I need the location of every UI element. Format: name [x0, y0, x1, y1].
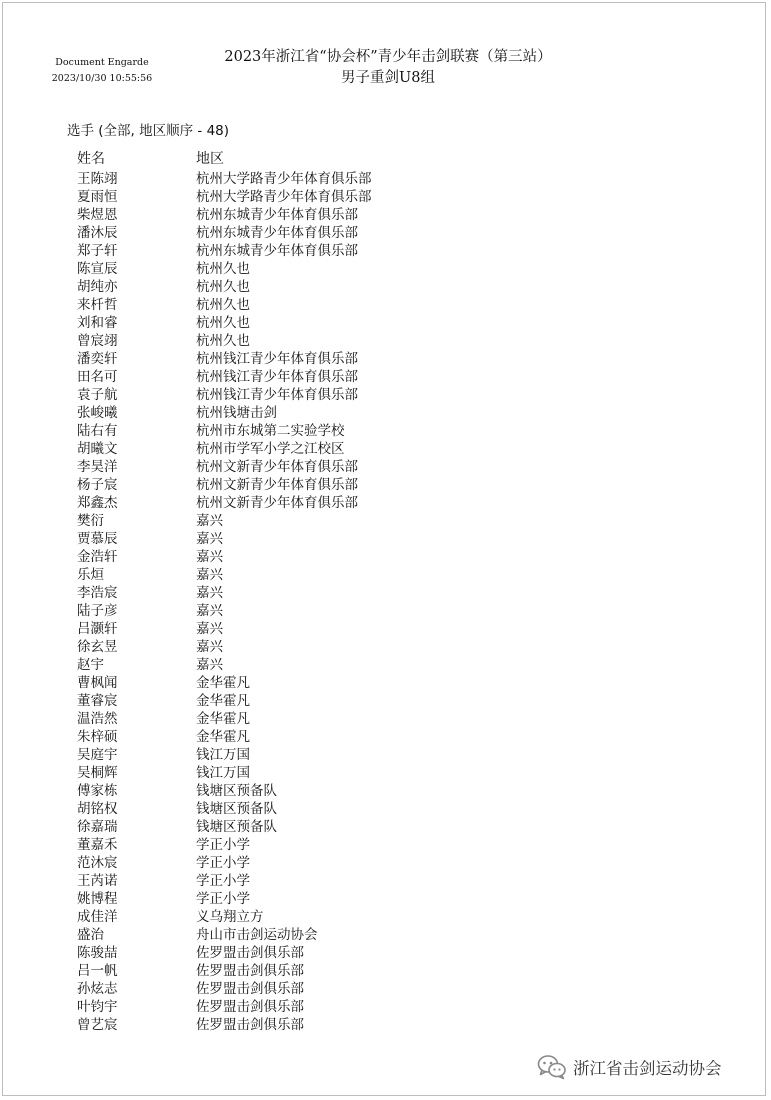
- list-item: [77, 206, 497, 224]
- fencer-name: 吕灏轩: [77, 621, 118, 637]
- fencer-region: 金华霍凡: [196, 711, 250, 727]
- fencer-name: 温浩然: [77, 711, 118, 727]
- fencer-name: 潘奕轩: [77, 351, 118, 367]
- fencer-region: 杭州大学路青少年体育俱乐部: [196, 189, 372, 205]
- fencer-name: 田名可: [77, 369, 118, 385]
- fencer-name: 来杄哲: [77, 297, 118, 313]
- list-item: [77, 260, 497, 278]
- fencer-name: 李昊洋: [77, 459, 118, 475]
- list-item: [77, 368, 497, 386]
- fencer-name: 成佳洋: [77, 909, 118, 925]
- fencer-region: 嘉兴: [196, 585, 223, 601]
- fencer-name: 吴桐辉: [77, 765, 118, 781]
- fencer-name: 董睿宸: [77, 693, 118, 709]
- list-item: [77, 818, 497, 836]
- list-item: [77, 530, 497, 548]
- fencer-name: 叶钧宇: [77, 999, 118, 1015]
- document-header: [173, 47, 603, 89]
- list-item: [77, 872, 497, 890]
- list-item: [77, 674, 497, 692]
- list-item: [77, 764, 497, 782]
- competition-title: 2023年浙江省“协会杯”青少年击剑联赛（第三站）: [224, 49, 552, 65]
- fencer-name: 张峻曦: [77, 405, 118, 421]
- fencer-region: 杭州钱江青少年体育俱乐部: [196, 369, 358, 385]
- fencer-name: 孙炫志: [77, 981, 118, 997]
- list-item: [77, 728, 497, 746]
- fencer-name: 胡纯亦: [77, 279, 118, 295]
- fencer-name: 董嘉禾: [77, 837, 118, 853]
- list-item: [77, 944, 497, 962]
- fencer-region: 嘉兴: [196, 567, 223, 583]
- fencer-region: 金华霍凡: [196, 693, 250, 709]
- list-item: [77, 890, 497, 908]
- fencer-name: 杨子宸: [77, 477, 118, 493]
- watermark-text: 浙江省击剑运动协会: [573, 1059, 722, 1078]
- fencer-name: 郑鑫杰: [77, 495, 118, 511]
- list-item: [77, 422, 497, 440]
- list-item: [77, 602, 497, 620]
- fencer-region: 学正小学: [196, 873, 250, 889]
- fencer-name: 陈宣辰: [77, 261, 118, 277]
- fencer-region: 学正小学: [196, 891, 250, 907]
- fencer-name: 王芮诺: [77, 873, 118, 889]
- fencer-name: 郑子轩: [77, 243, 118, 259]
- fencer-region: 钱江万国: [196, 765, 250, 781]
- fencer-name: 袁子航: [77, 387, 118, 403]
- list-item: [77, 296, 497, 314]
- column-header-name: 姓名: [77, 151, 105, 167]
- list-item: [77, 962, 497, 980]
- fencer-name: 徐嘉瑞: [77, 819, 118, 835]
- fencer-region: 杭州大学路青少年体育俱乐部: [196, 171, 372, 187]
- fencer-region: 佐罗盟击剑俱乐部: [196, 945, 304, 961]
- document-page: [2, 2, 766, 1096]
- fencer-name: 傅家栋: [77, 783, 118, 799]
- fencer-name: 李浩宸: [77, 585, 118, 601]
- fencer-name: 胡铭权: [77, 801, 118, 817]
- list-item: [77, 584, 497, 602]
- list-item: [77, 440, 497, 458]
- list-item: [77, 692, 497, 710]
- fencer-region: 杭州久也: [196, 297, 250, 313]
- fencer-name: 樊衍: [77, 513, 104, 529]
- software-name: Document Engarde: [55, 57, 149, 68]
- fencer-name: 柴煜恩: [77, 207, 118, 223]
- fencer-region: 学正小学: [196, 855, 250, 871]
- list-item: [77, 278, 497, 296]
- fencer-region: 嘉兴: [196, 513, 223, 529]
- list-item: [77, 638, 497, 656]
- list-item: [77, 350, 497, 368]
- list-item: [77, 224, 497, 242]
- list-item: [77, 242, 497, 260]
- fencer-region: 金华霍凡: [196, 729, 250, 745]
- list-item: [77, 386, 497, 404]
- fencer-name: 吴庭宇: [77, 747, 118, 763]
- list-item: [77, 656, 497, 674]
- list-item: [77, 494, 497, 512]
- fencer-region: 杭州久也: [196, 261, 250, 277]
- list-item: [77, 908, 497, 926]
- wechat-icon: [537, 1054, 567, 1080]
- list-item: [77, 170, 497, 188]
- fencer-region: 舟山市击剑运动协会: [196, 927, 318, 943]
- fencer-region: 佐罗盟击剑俱乐部: [196, 1017, 304, 1033]
- fencer-region: 杭州东城青少年体育俱乐部: [196, 207, 358, 223]
- fencer-region: 杭州东城青少年体育俱乐部: [196, 225, 358, 241]
- fencer-region: 义乌翔立方: [196, 909, 264, 925]
- fencer-region: 杭州钱江青少年体育俱乐部: [196, 351, 358, 367]
- fencer-region: 杭州久也: [196, 315, 250, 331]
- fencer-name: 贾慕辰: [77, 531, 118, 547]
- fencer-name: 曾艺宸: [77, 1017, 118, 1033]
- fencer-name: 潘沐辰: [77, 225, 118, 241]
- fencer-region: 嘉兴: [196, 531, 223, 547]
- fencer-region: 杭州文新青少年体育俱乐部: [196, 495, 358, 511]
- list-item: [77, 476, 497, 494]
- fencer-region: 杭州市学军小学之江校区: [196, 441, 345, 457]
- fencer-region: 杭州久也: [196, 279, 250, 295]
- fencer-region: 杭州钱塘击剑: [196, 405, 277, 421]
- list-item: [77, 404, 497, 422]
- fencer-region: 学正小学: [196, 837, 250, 853]
- fencer-name: 金浩轩: [77, 549, 118, 565]
- list-item: [77, 746, 497, 764]
- fencer-name: 王陈翊: [77, 171, 118, 187]
- fencer-name: 曾宸翊: [77, 333, 118, 349]
- fencer-name: 曹枫闻: [77, 675, 118, 691]
- fencer-name: 刘和睿: [77, 315, 118, 331]
- list-item: [77, 998, 497, 1016]
- list-item: [77, 332, 497, 350]
- fencer-region: 钱塘区预备队: [196, 783, 277, 799]
- list-item: [77, 188, 497, 206]
- column-header-region: 地区: [196, 151, 224, 167]
- list-item: [77, 620, 497, 638]
- fencer-name: 陈骏喆: [77, 945, 118, 961]
- fencer-region: 钱塘区预备队: [196, 819, 277, 835]
- fencer-region: 嘉兴: [196, 657, 223, 673]
- fencer-region: 佐罗盟击剑俱乐部: [196, 963, 304, 979]
- fencer-region: 钱江万国: [196, 747, 250, 763]
- fencer-region: 杭州文新青少年体育俱乐部: [196, 459, 358, 475]
- fencer-region: 钱塘区预备队: [196, 801, 277, 817]
- fencer-region: 金华霍凡: [196, 675, 250, 691]
- fencer-region: 佐罗盟击剑俱乐部: [196, 999, 304, 1015]
- list-item: [77, 512, 497, 530]
- fencer-region: 杭州钱江青少年体育俱乐部: [196, 387, 358, 403]
- fencer-name: 吕一帆: [77, 963, 118, 979]
- fencer-name: 范沐宸: [77, 855, 118, 871]
- list-item: [77, 782, 497, 800]
- fencer-region: 嘉兴: [196, 549, 223, 565]
- fencer-region: 嘉兴: [196, 603, 223, 619]
- fencer-name: 姚博程: [77, 891, 118, 907]
- fencer-region: 杭州市东城第二实验学校: [196, 423, 345, 439]
- list-item: [77, 548, 497, 566]
- print-timestamp: 2023/10/30 10:55:56: [51, 73, 153, 84]
- list-item: [77, 836, 497, 854]
- list-item: [77, 854, 497, 872]
- list-item: [77, 710, 497, 728]
- fencer-name: 朱梓硕: [77, 729, 118, 745]
- list-item: [77, 458, 497, 476]
- event-subtitle: 男子重剑U8组: [341, 70, 435, 86]
- fencer-region: 嘉兴: [196, 621, 223, 637]
- fencer-region: 佐罗盟击剑俱乐部: [196, 981, 304, 997]
- fencer-region: 嘉兴: [196, 639, 223, 655]
- list-item: [77, 1016, 497, 1034]
- fencer-name: 夏雨恒: [77, 189, 118, 205]
- fencer-name: 胡曦文: [77, 441, 118, 457]
- list-item: [77, 314, 497, 332]
- fencer-region: 杭州久也: [196, 333, 250, 349]
- list-item: [77, 980, 497, 998]
- list-item: [77, 800, 497, 818]
- fencer-name: 乐烜: [77, 567, 104, 583]
- fencer-list: [77, 170, 497, 1034]
- watermark: [537, 1053, 722, 1081]
- fencer-region: 杭州文新青少年体育俱乐部: [196, 477, 358, 493]
- section-heading: 选手 (全部, 地区顺序 - 48): [67, 123, 230, 139]
- list-item: [77, 566, 497, 584]
- list-item: [77, 926, 497, 944]
- fencer-name: 徐玄昱: [77, 639, 118, 655]
- fencer-name: 陆子彦: [77, 603, 118, 619]
- document-meta: [47, 55, 157, 87]
- fencer-name: 盛治: [77, 927, 104, 943]
- fencer-name: 赵宇: [77, 657, 104, 673]
- fencer-name: 陆右有: [77, 423, 118, 439]
- fencer-region: 杭州东城青少年体育俱乐部: [196, 243, 358, 259]
